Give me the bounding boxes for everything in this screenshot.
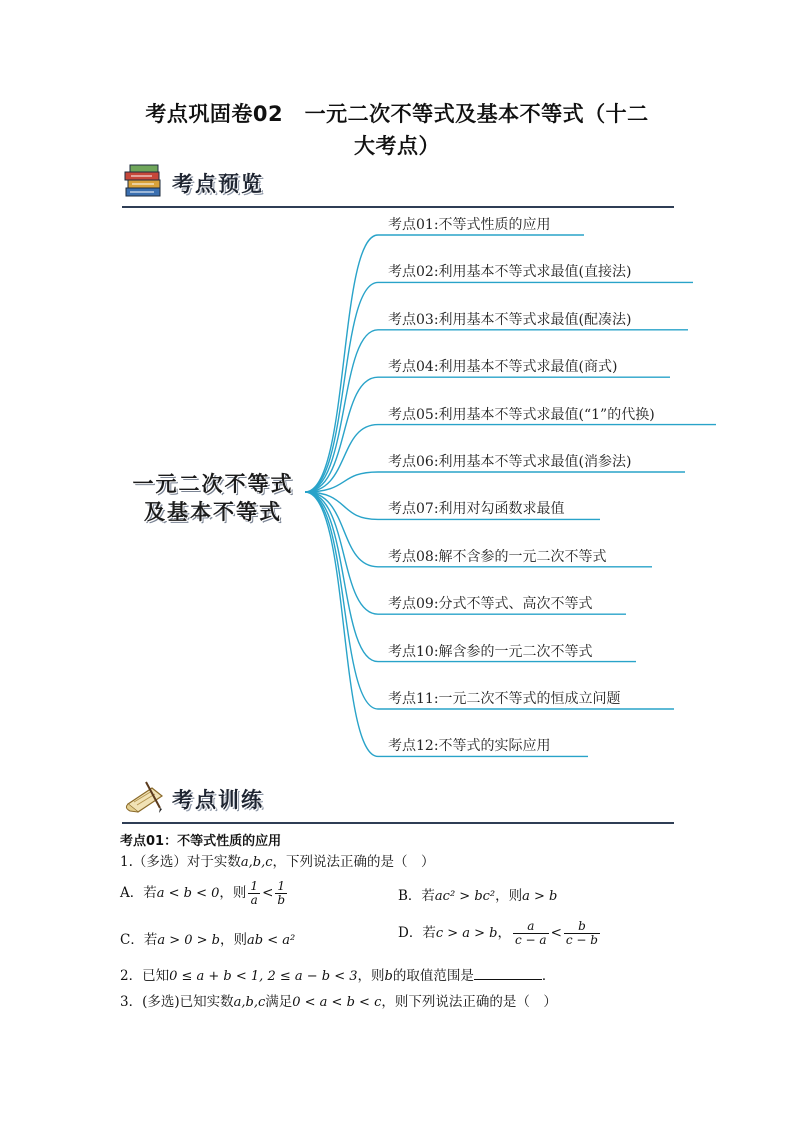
option-d-prefix: D．若 (398, 925, 436, 941)
mindmap-connector (305, 377, 670, 492)
option-c-result: ab < a² (247, 933, 296, 948)
fraction-denominator: c − b (565, 933, 598, 947)
q3-stem-a: 3．(多选)已知实数 (120, 994, 234, 1010)
mindmap-branch-label: 考点09:分式不等式、高次不等式 (388, 596, 593, 613)
fraction-denominator: a (250, 893, 258, 907)
books-icon (122, 162, 166, 202)
option-b-mid: ，则 (495, 888, 523, 904)
fraction-numerator: 1 (250, 879, 259, 893)
q2-stem-c: 的取值范围是 (392, 968, 474, 984)
q3-stem-b: 满足 (265, 994, 293, 1010)
option-d-condition: c > a > b (435, 926, 498, 941)
q2-stem-b: ，则 (357, 968, 385, 984)
mindmap (0, 200, 794, 780)
q2-end: ． (541, 968, 556, 984)
option-b-result: a > b (522, 889, 558, 904)
option-d-fraction-1 (513, 920, 549, 947)
page-title-line2: 大考点） (354, 134, 440, 158)
q3-stem-c: ，则下列说法正确的是（ ） (381, 994, 557, 1010)
option-b-condition: ac² > bc² (434, 889, 496, 904)
question-2 (120, 964, 555, 984)
fraction-denominator: c − a (515, 933, 547, 947)
q1-stem-a: 1.（多选）对于实数 (120, 854, 241, 870)
option-c-condition: a > 0 > b (157, 933, 221, 948)
option-c-prefix: C．若 (120, 932, 158, 948)
topic-heading: 考点01：不等式性质的应用 (120, 834, 282, 849)
q1-stem-b: ，下列说法正确的是（ ） (272, 854, 435, 870)
mindmap-branch-label: 考点12:不等式的实际应用 (388, 738, 551, 755)
mindmap-center-line2: 及基本不等式 (144, 500, 282, 524)
mindmap-branch-label: 考点04:利用基本不等式求最值(商式) (388, 359, 618, 376)
scroll-pen-icon (122, 778, 166, 818)
q2-variable: b (384, 969, 393, 984)
question-3 (120, 990, 557, 1010)
answer-blank[interactable] (474, 967, 542, 980)
option-a-mid: ，则 (219, 885, 247, 901)
q3-condition: 0 < a < b < c (292, 995, 382, 1010)
mindmap-branch-label: 考点08:解不含参的一元二次不等式 (388, 548, 607, 565)
question-1 (120, 850, 435, 870)
fraction-numerator: a (513, 920, 549, 934)
section-preview-title: 考点预览 (172, 172, 264, 196)
section-training-header (122, 778, 674, 824)
option-a-fraction-1 (248, 880, 260, 907)
option-a-prefix: A．若 (120, 885, 157, 901)
q2-condition: 0 ≤ a + b < 1, 2 ≤ a − b < 3 (169, 969, 358, 984)
option-b-prefix: B．若 (398, 888, 435, 904)
option-d-fraction-2 (564, 920, 600, 947)
mindmap-branch-label: 考点07:利用对勾函数求最值 (388, 501, 565, 518)
mindmap-branch-label: 考点06:利用基本不等式求最值(消参法) (388, 454, 632, 470)
option-a (120, 880, 289, 907)
fraction-numerator: b (564, 920, 600, 934)
mindmap-branch-label: 考点10:解含参的一元二次不等式 (388, 643, 593, 660)
q3-vars: a,b,c (233, 995, 266, 1010)
mindmap-branch-label: 考点05:利用基本不等式求最值(“1”的代换) (388, 406, 655, 423)
fraction-numerator: 1 (275, 880, 287, 894)
mindmap-branch-label: 考点01:不等式性质的应用 (388, 217, 551, 233)
mindmap-branch-label: 考点02:利用基本不等式求最值(直接法) (388, 264, 632, 281)
option-c-mid: ，则 (220, 932, 248, 948)
q2-stem-a: 2．已知 (120, 968, 170, 984)
option-d-mid: ， (497, 925, 511, 941)
less-than-sign: < (550, 925, 562, 941)
option-a-condition: a < b < 0 (156, 886, 220, 901)
mindmap-connector (305, 472, 685, 492)
option-c (120, 928, 295, 948)
section-training-title: 考点训练 (172, 788, 264, 812)
q1-vars: a,b,c (240, 855, 273, 870)
fraction-denominator: b (277, 893, 286, 907)
less-than-sign: < (262, 885, 274, 901)
mindmap-branch-label: 考点11:一元二次不等式的恒成立问题 (388, 691, 621, 707)
option-b (398, 884, 557, 904)
option-d (398, 920, 602, 947)
section-training-rule (122, 822, 674, 824)
option-a-fraction-2 (275, 880, 287, 907)
page-title-line1: 考点巩固卷02 一元二次不等式及基本不等式（十二 (145, 102, 649, 126)
mindmap-center-line1: 一元二次不等式 (132, 472, 294, 496)
mindmap-branch-label: 考点03:利用基本不等式求最值(配凑法) (388, 311, 632, 328)
